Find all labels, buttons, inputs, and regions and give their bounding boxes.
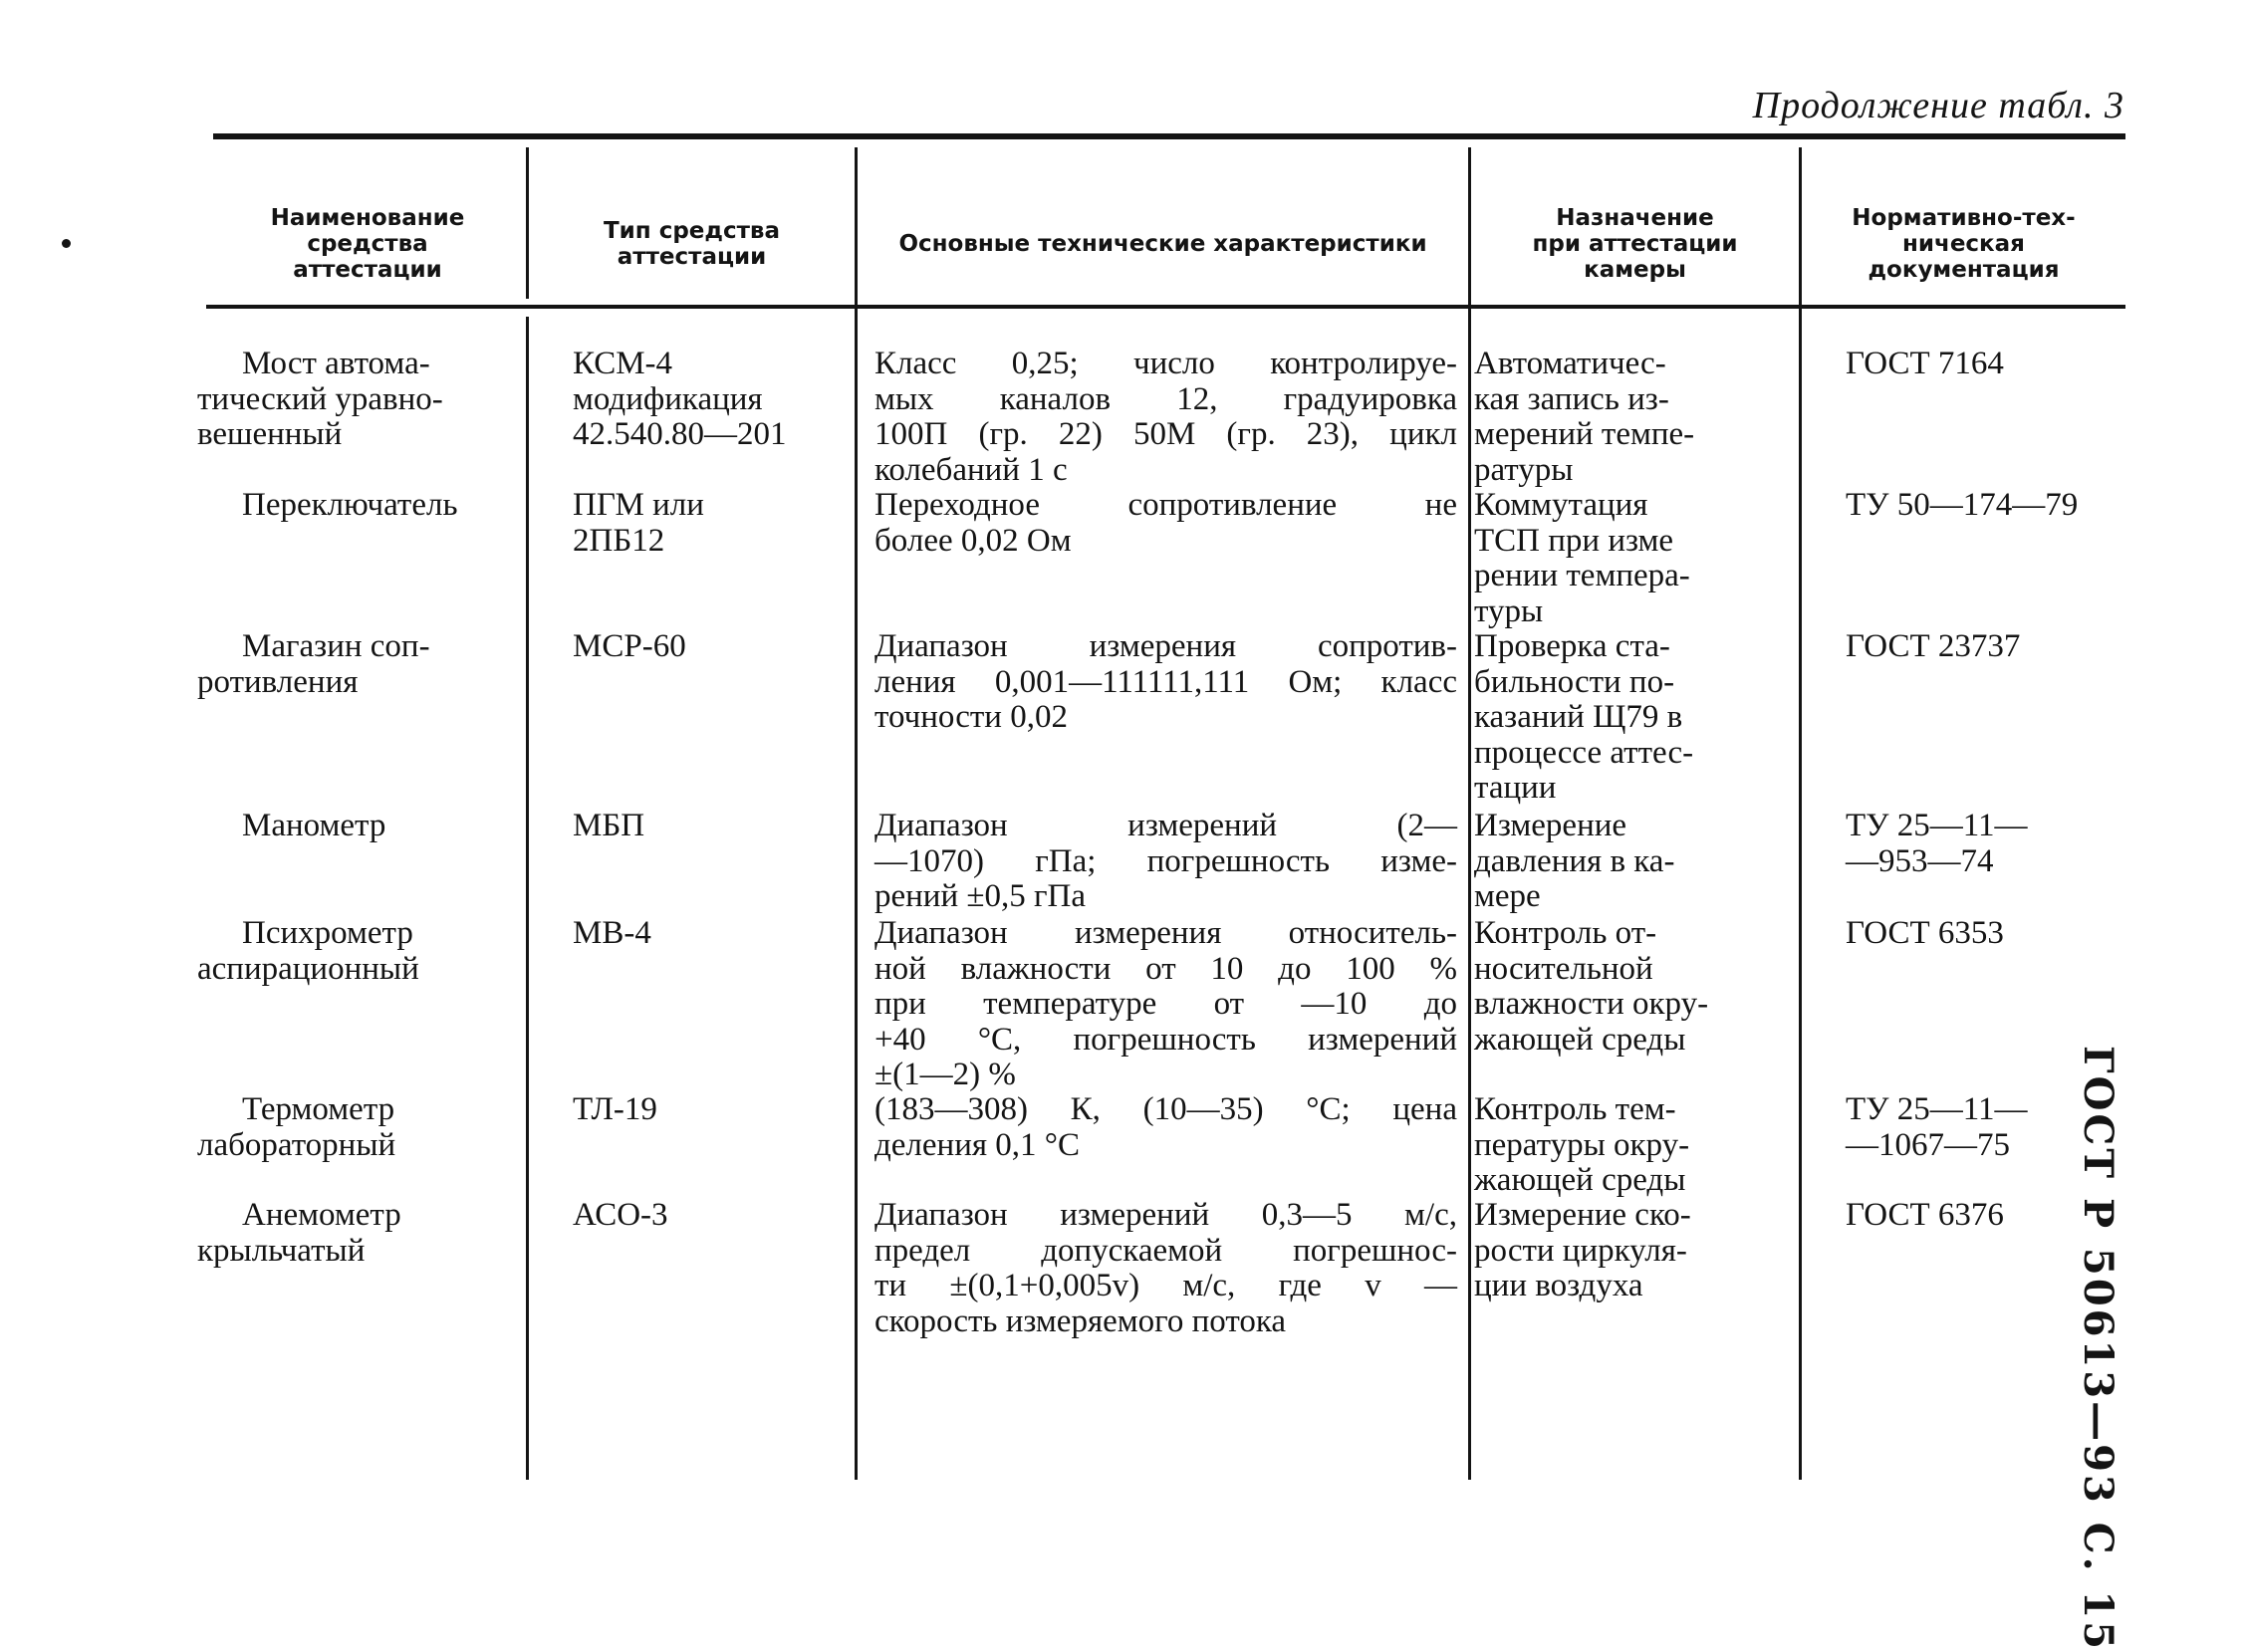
row6-type: ТЛ-19 — [573, 1091, 657, 1127]
row2-doc: ТУ 50—174—79 — [1846, 487, 2079, 523]
row7-name: Анемометр крыльчатый — [197, 1197, 401, 1269]
header-documentation: Нормативно-тех- ническая документация — [1852, 205, 2076, 283]
row6-specs-main: (183—308) К, (10—35) °С; цена — [874, 1091, 1457, 1127]
row5-name: Психрометр аспирационный — [197, 915, 419, 987]
scan-speck — [62, 239, 71, 248]
row4-specs-last: рений ±0,5 гПа — [874, 878, 1087, 914]
column-divider-3 — [1468, 147, 1471, 1480]
row3-purpose: Проверка ста- бильности по- казаний Щ79 в процессе аттес- тации — [1474, 628, 1694, 806]
row7-specs-main: Диапазон измерений 0,3—5 м/с, предел допускаемой погрешнос- ти ±(0,1+0,005v) м/с, где v — — [874, 1197, 1457, 1303]
row4-specs-main: Диапазон измерений (2— —1070) гПа; погрешность изме- — [874, 808, 1457, 879]
row1-type: КСМ-4 модификация 42.540.80—201 — [573, 346, 787, 452]
row1-purpose: Автоматичес- кая запись из- мерений темпе- ратуры — [1474, 346, 1695, 488]
row3-specs-main: Диапазон измерения сопротив- ления 0,001—111111,111 Ом; класс — [874, 628, 1457, 700]
header-type: Тип средства аттестации — [603, 218, 780, 270]
row5-purpose: Контроль от- носительной влажности окру- жающей среды — [1474, 915, 1709, 1058]
row4-purpose: Измерение давления в ка- мере — [1474, 808, 1675, 914]
row4-type: МБП — [573, 808, 645, 843]
row5-specs — [874, 916, 1457, 1093]
row2-specs-last: более 0,02 Ом — [874, 522, 1072, 559]
header-name: Наименование средства аттестации — [270, 205, 465, 283]
row2-type: ПГМ или 2ПБ12 — [573, 487, 704, 559]
row5-specs-main: Диапазон измерения относитель- ной влажности от 10 до 100 % при температуре от —10 до +40 °С, погрешность измерений — [874, 915, 1457, 1058]
row6-purpose: Контроль тем- пературы окру- жающей среды — [1474, 1091, 1690, 1198]
row5-type: МВ-4 — [573, 915, 651, 951]
row7-type: АСО-3 — [573, 1197, 668, 1233]
row7-doc: ГОСТ 6376 — [1846, 1197, 2004, 1233]
row4-specs — [874, 809, 1457, 915]
row3-specs-last: точности 0,02 — [874, 699, 1068, 735]
row7-specs-last: скорость измеряемого потока — [874, 1302, 1287, 1339]
row3-specs — [874, 629, 1457, 736]
row6-doc: ТУ 25—11— —1067—75 — [1846, 1091, 2028, 1163]
table-continuation-caption: Продолжение табл. 3 — [1752, 85, 2124, 126]
row6-specs-last: деления 0,1 °С — [874, 1126, 1081, 1163]
row6-name: Термометр лабораторный — [197, 1091, 396, 1163]
row7-specs — [874, 1198, 1457, 1339]
row3-doc: ГОСТ 23737 — [1846, 628, 2021, 664]
row4-name: Манометр — [242, 808, 386, 843]
row6-specs — [874, 1092, 1457, 1163]
row1-name: Мост автома- тический уравно- вешенный — [197, 346, 443, 452]
row4-doc: ТУ 25—11— —953—74 — [1846, 808, 2028, 879]
table-top-rule — [213, 133, 2125, 139]
row1-specs — [874, 347, 1457, 488]
row2-specs-main: Переходное сопротивление не — [874, 487, 1457, 523]
row2-name: Переключатель — [242, 487, 458, 523]
row1-specs-last: колебаний 1 с — [874, 451, 1068, 488]
row7-purpose: Измерение ско- рости циркуля- ции воздуха — [1474, 1197, 1691, 1303]
header-purpose: Назначение при аттестации камеры — [1532, 205, 1738, 283]
page-side-label: ГОСТ Р 50613—93 С. 15 — [2075, 1046, 2121, 1652]
row5-doc: ГОСТ 6353 — [1846, 915, 2004, 951]
row1-specs-main: Класс 0,25; число контролируе- мых каналов 12, градуировка 100П (гр. 22) 50М (гр. 23), цикл — [874, 346, 1457, 452]
row2-purpose: Коммутация ТСП при изме рении темпера- туры — [1474, 487, 1690, 629]
header-specs: Основные технические характеристики — [898, 231, 1427, 257]
row2-specs — [874, 488, 1457, 559]
row5-specs-last: ±(1—2) % — [874, 1057, 1016, 1092]
row3-type: МСР-60 — [573, 628, 686, 664]
row1-doc: ГОСТ 7164 — [1846, 346, 2004, 381]
row3-name: Магазин соп- ротивления — [197, 628, 430, 700]
column-divider-2 — [855, 147, 858, 1480]
